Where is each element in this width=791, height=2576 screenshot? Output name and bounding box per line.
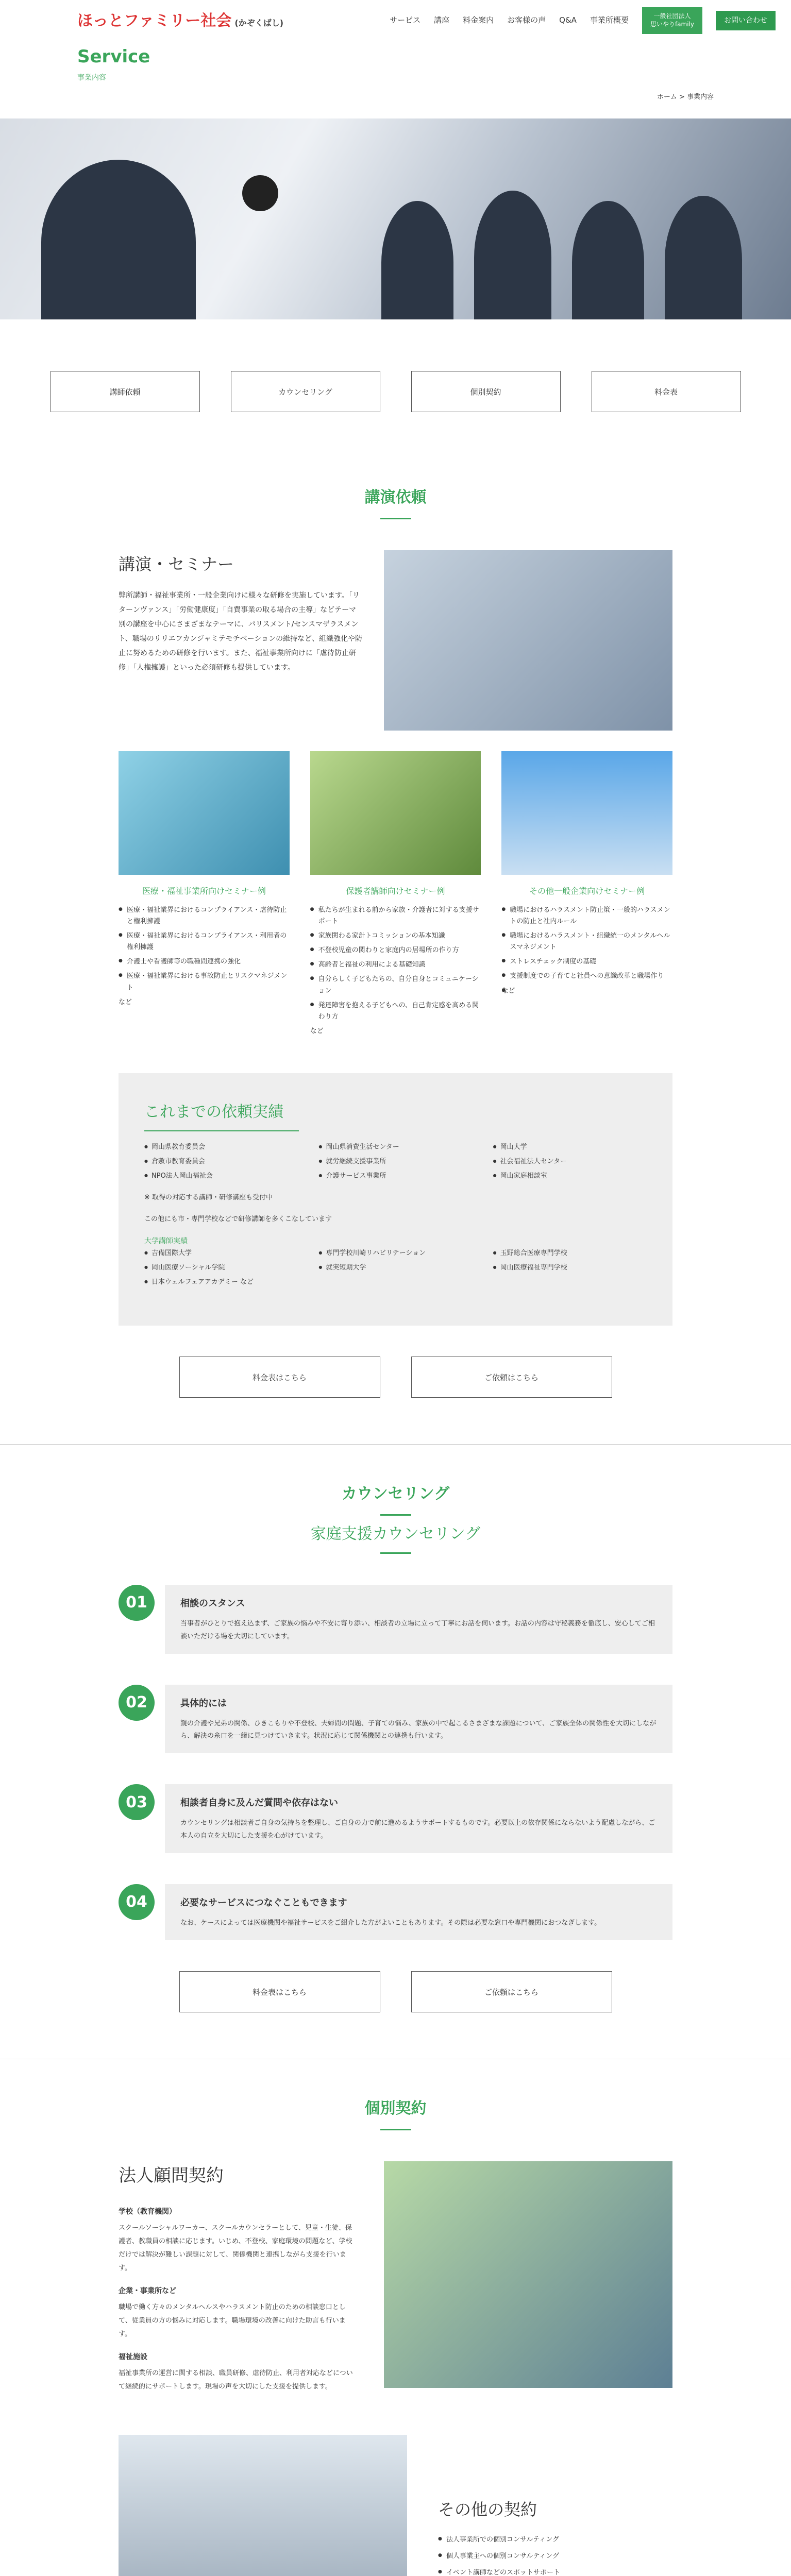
- nav-contact-button[interactable]: お問い合わせ: [716, 11, 776, 30]
- list-item: ● 家族関わる家計トコミッションの基本知識: [310, 930, 481, 942]
- seminar-examples: [0, 751, 791, 1037]
- school-title: 大学講師実績: [144, 1237, 188, 1246]
- microphone-icon: [242, 175, 278, 211]
- list-item: ● 介護サービス事業所: [318, 1171, 472, 1182]
- list-item: ● 玉野総合医療専門学校: [493, 1248, 647, 1259]
- seminar-col-company: [501, 751, 672, 1037]
- nav-service[interactable]: サービス: [390, 15, 421, 25]
- step-item: [119, 1884, 672, 1940]
- block-body: 福祉事業所の運営に関する相談、職員研修、虐待防止、利用者対応などについて継続的にサポートします。現場の声を大切にした支援を提供します。: [119, 2369, 353, 2391]
- seminar-col-welfare: [119, 751, 290, 1037]
- list-item: ● 岡山大学: [493, 1142, 647, 1153]
- seminar-col-title: その他一般企業向けセミナー例: [529, 886, 645, 896]
- lecture-body: 弊所講師・福祉事業所・一般企業向けに様々な研修を実施しています。「リターンヴァンス」「労働健康度」「自費事業の取る場合の主導」などテーマ別の講座を中心にさまざまなテーマに、パリスメント/センスマザラスメント、職場のリリエフカンジャミテモチベーションの維持など、組織強化や防止に努めるための研修を行います。また、福祉事業所向けに「虐待防止研修」「人権擁護」といった必須研修も提供しています。: [119, 591, 363, 672]
- list-item: ● 岡山県教育委員会: [144, 1142, 298, 1153]
- list-item: ● 岡山県消費生活センター: [318, 1142, 472, 1153]
- list-item: ● 吉備国際大学: [144, 1248, 298, 1259]
- contract-heading: 法人顧問契約: [119, 2165, 224, 2186]
- lecture-apply-button[interactable]: ご依頼はこちら: [411, 1357, 612, 1398]
- step-body: 当事者がひとりで抱え込まず、ご家族の悩みや不安に寄り添い、相談者の立場に立って丁寧にお話を伺います。お話の内容は守秘義務を徹底し、安心してご相談いただける場を大切にしています。: [180, 1620, 655, 1640]
- list-item: ● 日本ウェルフェアアカデミー など: [144, 1277, 298, 1288]
- step-title: 必要なサービスにつなぐこともできます: [180, 1897, 347, 1908]
- step-body: カウンセリングは相談者ご自身の気持ちを整理し、ご自身の力で前に進めるようサポートするものです。必要以上の依存関係にならないよう配慮しながら、ご本人の自立を大切にした支援を心がけています。: [180, 1819, 655, 1840]
- subnav-fee[interactable]: 料金表: [592, 371, 741, 412]
- achievements-note: ※ 取得の対応する講師・研修講座も受付中: [144, 1194, 273, 1202]
- list-item: ● 法人事業所での個別コンサルティング: [438, 2534, 560, 2546]
- step-item: [119, 1585, 672, 1654]
- hero-image: [0, 118, 791, 319]
- step-title: 相談のスタンス: [180, 1598, 245, 1609]
- nav-office[interactable]: 事業所概要: [590, 15, 629, 25]
- counseling-apply-button[interactable]: ご依頼はこちら: [411, 1971, 612, 2012]
- etc-text: など: [501, 987, 515, 995]
- block-title: 学校（教育機関）: [119, 2208, 176, 2216]
- etc-text: など: [119, 998, 132, 1006]
- list-item: ● 職場におけるハラスメント・組織統一のメンタルヘルスマネジメント: [501, 930, 672, 953]
- list-item: ● 私たちが生まれる前から家族・介護者に対する支援サポート: [310, 905, 481, 927]
- nav-fee[interactable]: 料金案内: [463, 15, 494, 25]
- site-logo[interactable]: [77, 8, 283, 34]
- logo-sub: (かぞくばし): [234, 18, 284, 28]
- nav-course[interactable]: 講座: [434, 15, 450, 25]
- step-body: 親の介護や兄弟の関係、ひきこもりや不登校、夫婦間の問題、子育ての悩み、家族の中で起こるさまざまな課題について、ご家族全体の関係性を大切にしながら、解決の糸口を一緒に見つけていきます。状況に応じて関係機関との連携も行います。: [180, 1719, 657, 1740]
- breadcrumb: ホーム > 事業内容: [657, 93, 714, 101]
- nav-voice[interactable]: お客様の声: [507, 15, 546, 25]
- page-heading: [0, 41, 791, 118]
- seminar-col-title: 医療・福祉事業所向けセミナー例: [142, 886, 266, 896]
- list-item: ● 倉敷市教育委員会: [144, 1156, 298, 1167]
- step-title: 相談者自身に及んだ質問や依存はない: [180, 1798, 338, 1809]
- other-contract: [0, 2435, 791, 2576]
- handshake-photo: [384, 2161, 672, 2388]
- counseling-fee-button[interactable]: 料金表はこちら: [179, 1971, 380, 2012]
- step-body: なお、ケースによっては医療機関や福祉サービスをご紹介した方がよいこともあります。その際は必要な窓口や専門機関におつなぎします。: [180, 1919, 601, 1927]
- list-item: ● 個人事業主への個別コンサルティング: [438, 2551, 560, 2562]
- lecture-fee-button[interactable]: 料金表はこちら: [179, 1357, 380, 1398]
- block-title: 福祉施設: [119, 2352, 147, 2361]
- step-title: 具体的には: [180, 1698, 227, 1709]
- counseling-section-title: カウンセリング: [0, 1481, 791, 1516]
- lecture-heading: 講演・セミナー: [119, 554, 234, 574]
- step-number: 02: [119, 1685, 155, 1721]
- list-item: ● 岡山医療福祉専門学校: [493, 1262, 647, 1274]
- list-item: ● 医療・福祉業界におけるコンプライアンス・虐待防止と権利擁護: [119, 905, 290, 927]
- seminar-photo: [310, 751, 481, 875]
- lecture-photo: [384, 550, 672, 731]
- office-photo: [119, 2435, 407, 2576]
- achievements-box: [119, 1073, 672, 1326]
- section-nav: [0, 319, 791, 412]
- subnav-contract[interactable]: 個別契約: [411, 371, 561, 412]
- list-item: ● 専門学校川崎リハビリテーション: [318, 1248, 472, 1259]
- list-item: ● 就実短期大学: [318, 1262, 472, 1274]
- counseling-subtitle: 家庭支援カウンセリング: [0, 1521, 791, 1554]
- list-item: ● イベント講師などのスポットサポート: [438, 2567, 560, 2576]
- global-nav: [390, 7, 776, 33]
- counseling-steps: [0, 1585, 791, 1940]
- list-item: ● 高齢者と福祉の利用による基礎知識: [310, 959, 481, 971]
- list-item: ● 医療・福祉業界における事故防止とリスクマネジメント: [119, 971, 290, 993]
- achievements-title: これまでの依頼実績: [144, 1099, 299, 1131]
- nav-association-button[interactable]: 一般社団法人 思いやりfamily: [642, 7, 702, 33]
- list-item: ● 岡山家庭相談室: [493, 1171, 647, 1182]
- etc-text: など: [310, 1027, 324, 1035]
- list-item: ● NPO法人岡山福祉会: [144, 1171, 298, 1182]
- nav-qa[interactable]: Q&A: [559, 15, 577, 25]
- list-item: ● ストレスチェック制度の基礎: [501, 956, 672, 968]
- seminar-col-title: 保護者講師向けセミナー例: [346, 886, 445, 896]
- list-item: ● 介護士や看護師等の職種間連携の強化: [119, 956, 290, 968]
- step-number: 03: [119, 1784, 155, 1820]
- block-body: スクールソーシャルワーカー、スクールカウンセラーとして、児童・生徒、保護者、教職員の相談に応じます。いじめ、不登校、家庭環境の問題など、学校だけでは解決が難しい課題に対して、関係機関と連携しながら支援を行います。: [119, 2224, 352, 2273]
- list-item: ● 支援制度での子育てと社員への意識改革と職場作り: [501, 971, 672, 982]
- seminar-col-parent: [310, 751, 481, 1037]
- list-item: ● 医療・福祉業界におけるコンプライアンス・利用者の権利擁護: [119, 930, 290, 953]
- lecture-section-title: 講演依頼: [0, 484, 791, 519]
- subnav-lecture[interactable]: 講師依頼: [51, 371, 200, 412]
- contract-section-title: 個別契約: [0, 2095, 791, 2130]
- block-body: 職場で働く方々のメンタルヘルスやハラスメント防止のための相談窓口として、従業員の方の悩みに対応します。職場環境の改善に向けた助言も行います。: [119, 2303, 346, 2338]
- page-title-jp: 事業内容: [77, 73, 106, 82]
- lecture-lead: [0, 550, 791, 731]
- achievements-note-2: この他にも市・専門学校などで研修講師を多くこなしています: [144, 1215, 332, 1224]
- list-item: ● 自分らしく子どもたちの、自分自身とコミュニケーション: [310, 974, 481, 996]
- list-item: ● 不登校児童の関わりと家庭内の居場所の作り方: [310, 945, 481, 956]
- seminar-photo: [119, 751, 290, 875]
- list-item: ● 岡山医療ソーシャル学院: [144, 1262, 298, 1274]
- site-header: [0, 0, 791, 41]
- list-item: ● 社会福祉法人センター: [493, 1156, 647, 1167]
- other-title: その他の契約: [438, 2500, 537, 2520]
- list-item: ● 就労継続支援事業所: [318, 1156, 472, 1167]
- subnav-counseling[interactable]: カウンセリング: [231, 371, 380, 412]
- step-number: 01: [119, 1585, 155, 1621]
- step-number: 04: [119, 1884, 155, 1920]
- corporate-contract: [0, 2161, 791, 2394]
- step-item: [119, 1784, 672, 1853]
- logo-main: ほっとファミリー社会: [77, 11, 232, 30]
- list-item: ● 職場におけるハラスメント防止策・一般的ハラスメントの防止と社内ルール: [501, 905, 672, 927]
- page-title-en: Service: [77, 46, 150, 67]
- step-item: [119, 1685, 672, 1754]
- list-item: ● 発達障害を抱える子どもへの、自己肯定感を高める関わり方: [310, 1000, 481, 1023]
- seminar-photo: [501, 751, 672, 875]
- block-title: 企業・事業所など: [119, 2287, 176, 2296]
